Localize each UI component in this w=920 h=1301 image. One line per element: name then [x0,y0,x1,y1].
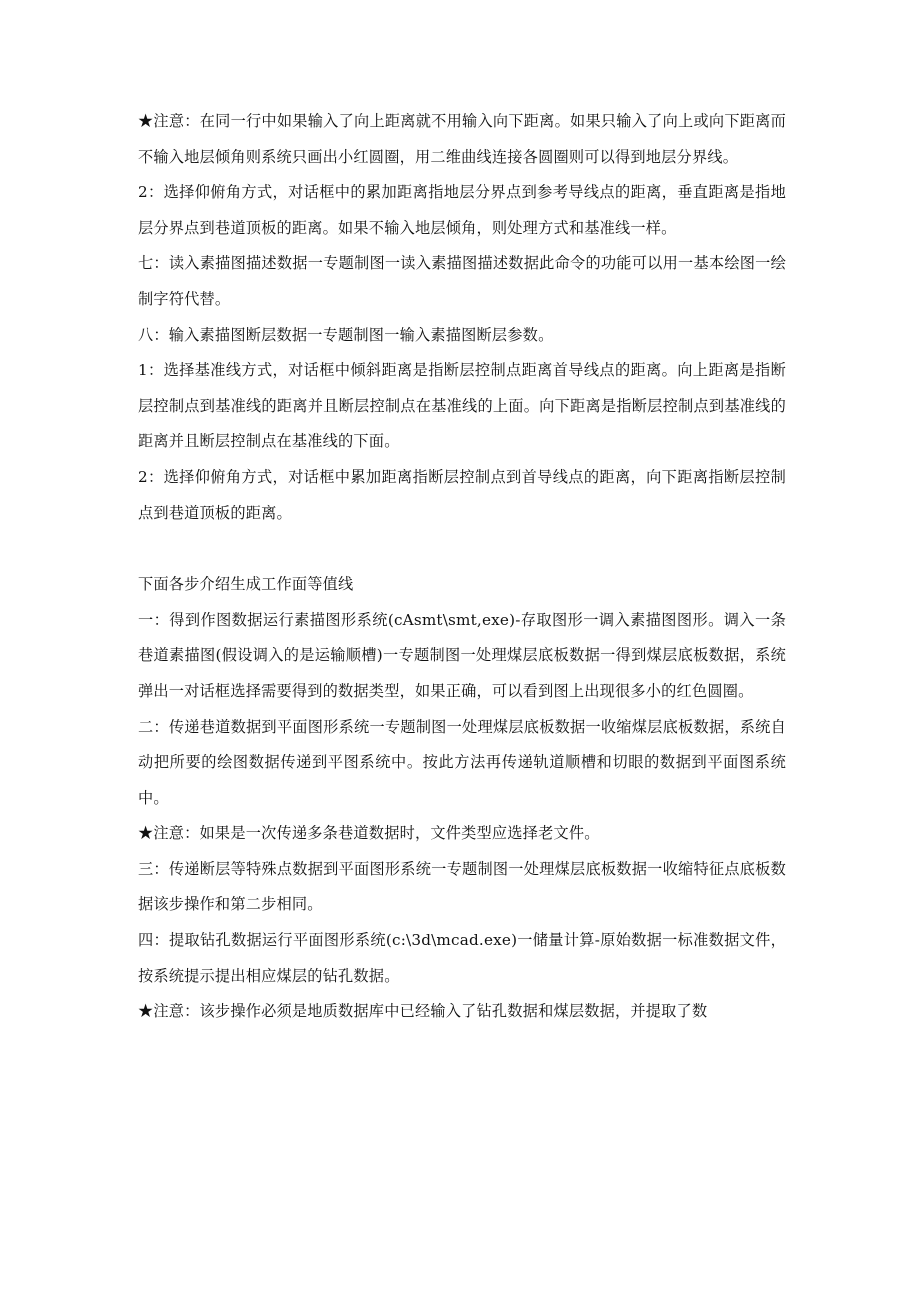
step-paragraph: 四：提取钻孔数据运行平面图形系统(c:\3d\mcad.exe)一储量计算-原始数据一标准数据文件，按系统提示提出相应煤层的钻孔数据。 [138,931,786,985]
step-paragraph: 二：传递巷道数据到平面图形系统一专题制图一处理煤层底板数据一收缩煤层底板数据，系统自动把所要的绘图数据传递到平图系统中。按此方法再传递轨道顺槽和切眼的数据到平面图系统中。 [138,717,786,807]
note-paragraph: ★注意：该步操作必须是地质数据库中已经输入了钻孔数据和煤层数据，并提取了数 [138,1002,708,1021]
section-heading: 下面各步介绍生成工作面等值线 [138,575,354,594]
blank-line [138,531,786,567]
note-paragraph: ★注意：如果是一次传递多条巷道数据时，文件类型应选择老文件。 [138,824,600,843]
step-paragraph: 2：选择仰俯角方式，对话框中的累加距离指地层分界点到参考导线点的距离，垂直距离是指地层分界点到巷道顶板的距离。如果不输入地层倾角，则处理方式和基准线一样。 [138,183,786,237]
section-paragraph: 七：读入素描图描述数据一专题制图一读入素描图描述数据此命令的功能可以用一基本绘图一绘制字符代替。 [138,254,786,308]
note-paragraph: ★注意：在同一行中如果输入了向上距离就不用输入向下距离。如果只输入了向上或向下距离而不输入地层倾角则系统只画出小红圆圈，用二维曲线连接各圆圈则可以得到地层分界线。 [138,112,786,166]
step-paragraph: 一：得到作图数据运行素描图形系统(cAsmt\smt,exe)-存取图形一调入素描图图形。调入一条巷道素描图(假设调入的是运输顺槽)一专题制图一处理煤层底板数据一得到煤层底板数据，系统弹出一对话框选择需要得到的数据类型，如果正确，可以看到图上出现很多小的红色圆圈。 [138,610,786,700]
step-paragraph: 1：选择基准线方式，对话框中倾斜距离是指断层控制点距离首导线点的距离。向上距离是指断层控制点到基准线的距离并且断层控制点在基准线的上面。向下距离是指断层控制点到基准线的距离并且断层控制点在基准线的下面。 [138,361,786,451]
section-paragraph: 八：输入素描图断层数据一专题制图一输入素描图断层参数。 [138,325,554,344]
step-paragraph: 2：选择仰俯角方式，对话框中累加距离指断层控制点到首导线点的距离，向下距离指断层控制点到巷道顶板的距离。 [138,467,786,522]
step-paragraph: 三：传递断层等特殊点数据到平面图形系统一专题制图一处理煤层底板数据一收缩特征点底板数据该步操作和第二步相同。 [138,859,786,914]
document-page [138,104,786,1030]
